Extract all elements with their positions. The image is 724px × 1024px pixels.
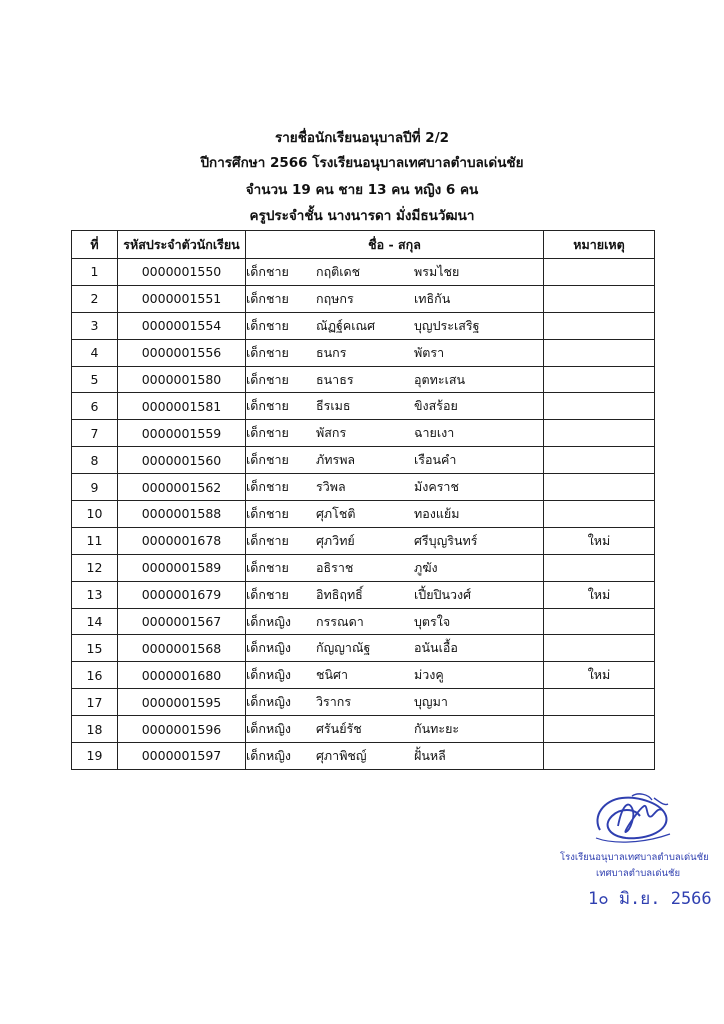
row-number: 13	[72, 581, 118, 608]
stamp-school-name: โรงเรียนอนุบาลเทศบาลตำบลเด่นชัย	[560, 852, 709, 863]
table-row	[72, 662, 655, 689]
document-title: รายชื่อนักเรียนอนุบาลปีที่ 2/2	[274, 130, 450, 146]
name-prefix: เด็กชาย	[246, 317, 289, 333]
row-number: 11	[72, 527, 118, 554]
name-prefix: เด็กหญิง	[246, 721, 291, 737]
table-row	[72, 366, 655, 393]
first-name: ณัฏฐ์คเณศ	[316, 317, 376, 333]
student-roster-table	[71, 230, 655, 770]
first-name: อธิราช	[316, 559, 354, 575]
student-full-name	[246, 420, 544, 447]
row-number: 19	[72, 743, 118, 770]
student-full-name	[246, 635, 544, 662]
table-row	[72, 285, 655, 312]
row-number: 14	[72, 608, 118, 635]
name-prefix: เด็กหญิง	[246, 667, 291, 683]
remark	[544, 339, 655, 366]
last-name: บุญมา	[414, 694, 448, 710]
row-number: 17	[72, 689, 118, 716]
student-count-summary: จำนวน 19 คน ชาย 13 คน หญิง 6 คน	[245, 182, 479, 198]
last-name: บุตรใจ	[414, 613, 451, 629]
row-number: 7	[72, 420, 118, 447]
table-row	[72, 716, 655, 743]
last-name: กันทะยะ	[414, 721, 460, 737]
student-full-name	[246, 716, 544, 743]
table-row	[72, 339, 655, 366]
student-id: 0000001678	[118, 527, 246, 554]
student-full-name	[246, 259, 544, 286]
student-full-name	[246, 393, 544, 420]
name-prefix: เด็กชาย	[246, 344, 289, 360]
last-name: อุตทะเสน	[414, 371, 466, 387]
name-prefix: เด็กหญิง	[246, 694, 291, 710]
student-full-name	[246, 662, 544, 689]
last-name: ฉายเงา	[414, 425, 455, 441]
signature-image	[582, 786, 682, 846]
name-prefix: เด็กหญิง	[246, 640, 291, 656]
row-number: 16	[72, 662, 118, 689]
table-row	[72, 581, 655, 608]
remark	[544, 689, 655, 716]
remark	[544, 259, 655, 286]
last-name: ฝั้นหลี	[414, 747, 446, 763]
student-id: 0000001580	[118, 366, 246, 393]
student-id: 0000001568	[118, 635, 246, 662]
student-full-name	[246, 447, 544, 474]
last-name: ภูฆัง	[414, 559, 438, 575]
row-number: 1	[72, 259, 118, 286]
last-name: ศรีบุญรินทร์	[414, 532, 478, 548]
student-full-name	[246, 743, 544, 770]
student-full-name	[246, 474, 544, 501]
last-name: เปี้ยปินวงศ์	[414, 586, 472, 602]
first-name: วิรากร	[316, 694, 352, 710]
name-prefix: เด็กชาย	[246, 586, 289, 602]
student-id: 0000001556	[118, 339, 246, 366]
student-id: 0000001596	[118, 716, 246, 743]
last-name: ทองแย้ม	[414, 505, 460, 521]
first-name: กฤติเดช	[316, 263, 361, 279]
student-full-name	[246, 554, 544, 581]
student-id: 0000001551	[118, 285, 246, 312]
remark	[544, 501, 655, 528]
table-row	[72, 259, 655, 286]
table-row	[72, 554, 655, 581]
first-name: รวิพล	[316, 479, 346, 495]
student-full-name	[246, 608, 544, 635]
student-full-name	[246, 312, 544, 339]
student-full-name	[246, 527, 544, 554]
table-row	[72, 447, 655, 474]
last-name: ม่วงคู	[414, 667, 444, 683]
last-name: พรมไชย	[414, 263, 460, 279]
name-prefix: เด็กชาย	[246, 479, 289, 495]
name-prefix: เด็กชาย	[246, 452, 289, 468]
first-name: กัญญาณัฐ	[316, 640, 371, 656]
student-id: 0000001550	[118, 259, 246, 286]
student-full-name	[246, 689, 544, 716]
table-row	[72, 420, 655, 447]
table-row	[72, 501, 655, 528]
student-id: 0000001559	[118, 420, 246, 447]
student-id: 0000001588	[118, 501, 246, 528]
first-name: กฤษกร	[316, 290, 354, 306]
student-id: 0000001595	[118, 689, 246, 716]
table-row	[72, 743, 655, 770]
remark	[544, 635, 655, 662]
row-number: 4	[72, 339, 118, 366]
first-name: ศรันย์รัช	[316, 721, 362, 737]
remark	[544, 420, 655, 447]
student-id: 0000001560	[118, 447, 246, 474]
row-number: 6	[72, 393, 118, 420]
student-id: 0000001581	[118, 393, 246, 420]
table-row	[72, 393, 655, 420]
homeroom-teacher: ครูประจำชั้น นางนารดา มั่งมีธนวัฒนา	[249, 208, 475, 224]
student-id: 0000001554	[118, 312, 246, 339]
first-name: พัสกร	[316, 425, 347, 441]
student-id: 0000001562	[118, 474, 246, 501]
row-number: 18	[72, 716, 118, 743]
remark	[544, 366, 655, 393]
remark: ใหม่	[544, 527, 655, 554]
remark: ใหม่	[544, 581, 655, 608]
student-id: 0000001567	[118, 608, 246, 635]
table-header-row	[72, 231, 655, 259]
last-name: ขิงสร้อย	[414, 398, 458, 414]
remark	[544, 716, 655, 743]
row-number: 15	[72, 635, 118, 662]
student-full-name	[246, 366, 544, 393]
table-row	[72, 608, 655, 635]
first-name: อิทธิฤทธิ์	[316, 586, 363, 602]
last-name: เทธิกัน	[414, 290, 451, 306]
name-prefix: เด็กชาย	[246, 263, 289, 279]
table-row	[72, 527, 655, 554]
column-header-student-id: รหัสประจำตัวนักเรียน	[118, 231, 246, 259]
last-name: มังคราช	[414, 479, 459, 495]
row-number: 3	[72, 312, 118, 339]
row-number: 8	[72, 447, 118, 474]
column-header-remark: หมายเหตุ	[544, 231, 655, 259]
remark	[544, 743, 655, 770]
row-number: 5	[72, 366, 118, 393]
first-name: ธนาธร	[316, 371, 354, 387]
table-row	[72, 635, 655, 662]
student-full-name	[246, 285, 544, 312]
remark	[544, 474, 655, 501]
remark	[544, 393, 655, 420]
name-prefix: เด็กชาย	[246, 505, 289, 521]
first-name: กรรณดา	[316, 613, 364, 629]
stamp-date: 1๐ มิ.ย. 2566	[588, 889, 712, 909]
academic-year-school: ปีการศึกษา 2566 โรงเรียนอนุบาลเทศบาลตำบลเด่นชัย	[200, 155, 524, 171]
student-full-name	[246, 501, 544, 528]
remark	[544, 554, 655, 581]
student-full-name	[246, 339, 544, 366]
table-row	[72, 312, 655, 339]
first-name: ธีรเมธ	[316, 398, 351, 414]
first-name: ภัทรพล	[316, 452, 356, 468]
name-prefix: เด็กชาย	[246, 532, 289, 548]
student-full-name	[246, 581, 544, 608]
remark: ใหม่	[544, 662, 655, 689]
first-name: ศุภโชติ	[316, 505, 356, 521]
student-id: 0000001597	[118, 743, 246, 770]
table-row	[72, 689, 655, 716]
last-name: อนันเอื้อ	[414, 640, 458, 656]
column-header-number: ที่	[72, 231, 118, 259]
first-name: ชนิศา	[316, 667, 348, 683]
remark	[544, 447, 655, 474]
first-name: ศุภวิทย์	[316, 532, 355, 548]
remark	[544, 608, 655, 635]
last-name: พัตรา	[414, 344, 445, 360]
last-name: เรือนคำ	[414, 452, 457, 468]
column-header-full-name: ชื่อ - สกุล	[246, 231, 544, 259]
stamp-municipality: เทศบาลตำบลเด่นชัย	[596, 868, 681, 879]
student-id: 0000001589	[118, 554, 246, 581]
row-number: 12	[72, 554, 118, 581]
name-prefix: เด็กหญิง	[246, 747, 291, 763]
first-name: ศุภาพิชญ์	[316, 747, 367, 763]
remark	[544, 285, 655, 312]
first-name: ธนกร	[316, 344, 347, 360]
name-prefix: เด็กชาย	[246, 398, 289, 414]
last-name: บุญประเสริฐ	[414, 317, 480, 333]
table-row	[72, 474, 655, 501]
row-number: 2	[72, 285, 118, 312]
remark	[544, 312, 655, 339]
student-id: 0000001679	[118, 581, 246, 608]
name-prefix: เด็กชาย	[246, 425, 289, 441]
student-id: 0000001680	[118, 662, 246, 689]
row-number: 10	[72, 501, 118, 528]
name-prefix: เด็กชาย	[246, 559, 289, 575]
name-prefix: เด็กหญิง	[246, 613, 291, 629]
row-number: 9	[72, 474, 118, 501]
name-prefix: เด็กชาย	[246, 371, 289, 387]
name-prefix: เด็กชาย	[246, 290, 289, 306]
table-body	[72, 259, 655, 770]
